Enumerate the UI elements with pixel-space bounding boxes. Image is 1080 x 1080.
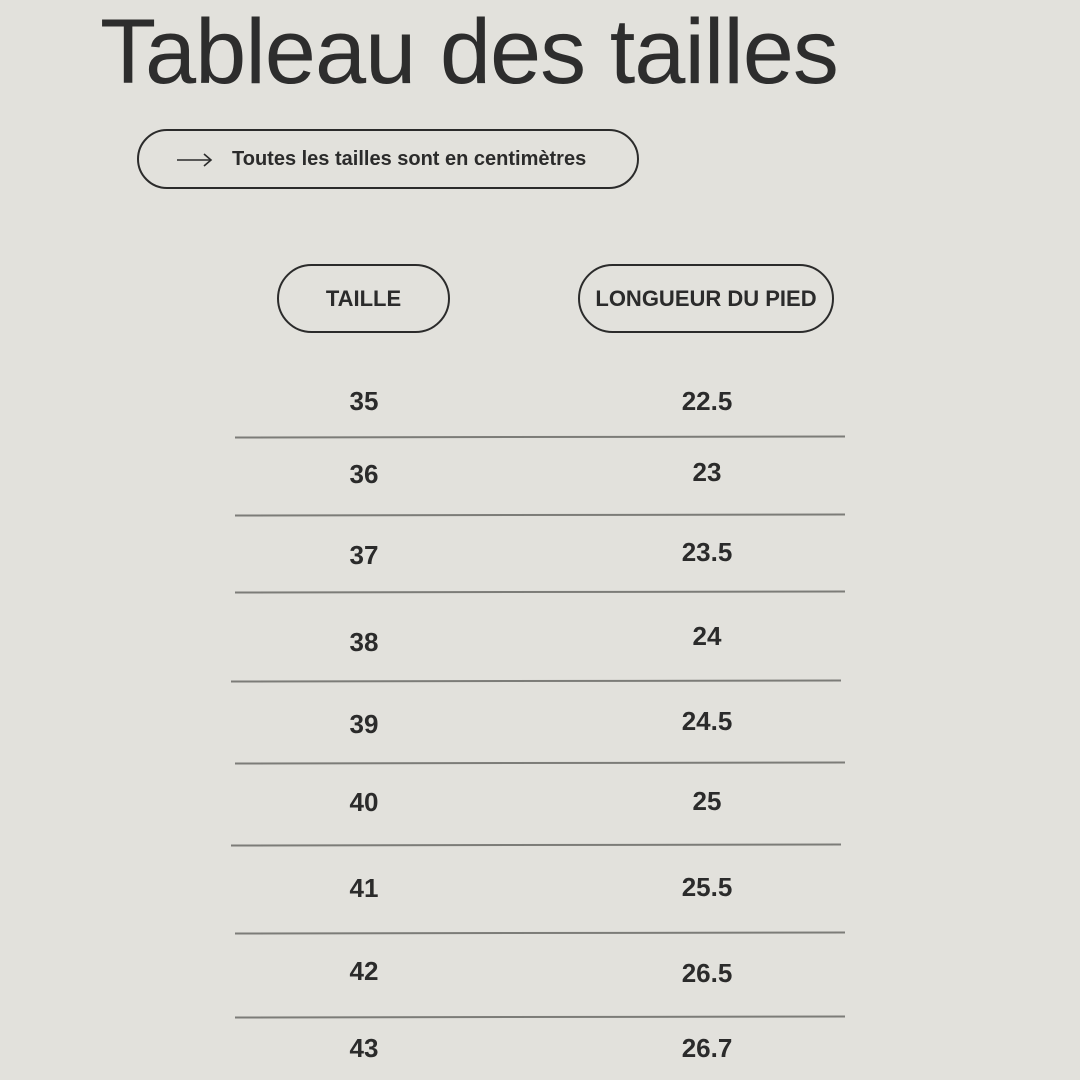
table-cell-length: 26.5 [681,958,733,988]
units-note [137,129,639,189]
table-cell-size: 36 [349,459,379,489]
table-cell-length: 25 [692,786,722,816]
table-cell-length: 22.5 [681,386,733,416]
table-cell-length: 25.5 [681,872,733,902]
units-note-text: Toutes les tailles sont en centimètres [232,148,587,170]
row-divider [235,513,845,516]
table-cell-size: 39 [349,709,379,739]
table-cell-length: 26.7 [681,1033,733,1063]
column-header-foot-length: LONGUEUR DU PIED [578,264,834,333]
arrow-right-icon [175,150,215,170]
table-cell-size: 42 [349,956,379,986]
table-cell-length: 24 [692,621,722,651]
table-cell-size: 37 [349,540,379,570]
table-cell-length: 23 [692,457,722,487]
table-cell-size: 43 [349,1033,379,1063]
table-cell-size: 38 [349,627,379,657]
table-cell-length: 24.5 [681,706,733,736]
row-divider [235,1015,845,1018]
row-divider [235,761,845,764]
table-cell-length: 23.5 [681,537,733,567]
row-divider [231,843,841,846]
row-divider [235,435,845,438]
row-divider [231,679,841,682]
row-divider [235,931,845,934]
row-divider [235,590,845,593]
page-title: Tableau des tailles [100,1,838,103]
table-cell-size: 41 [349,873,379,903]
column-header-size: TAILLE [277,264,450,333]
table-cell-size: 35 [349,386,379,416]
table-cell-size: 40 [349,787,379,817]
